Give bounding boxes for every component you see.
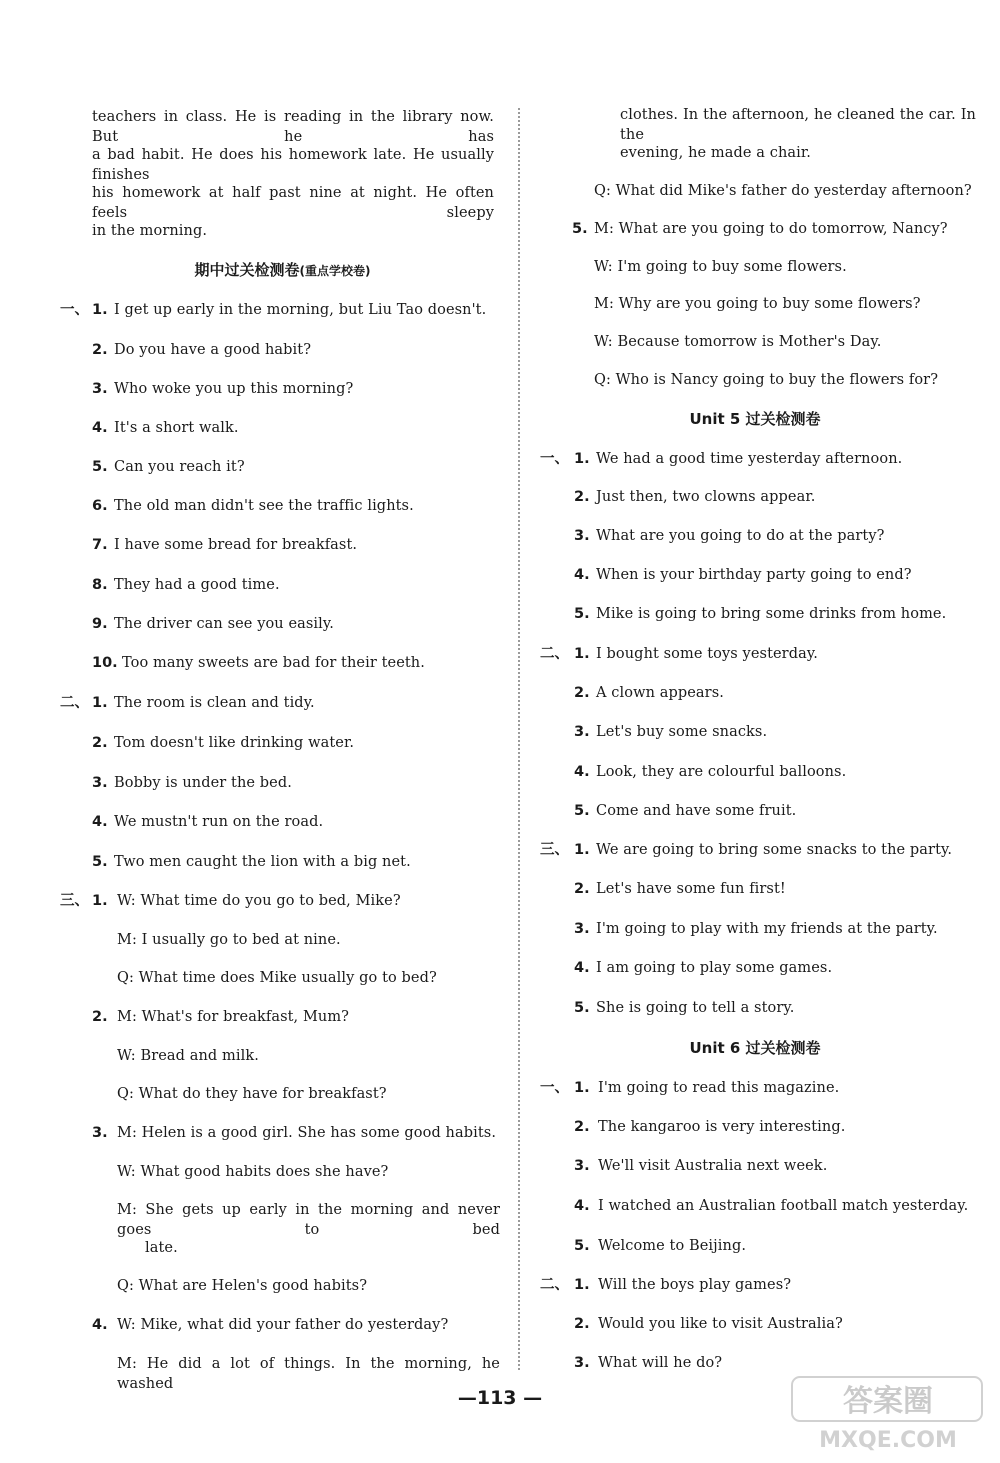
item-number: 3. xyxy=(92,775,108,791)
item-text: She is going to tell a story. xyxy=(596,1000,795,1016)
item-number: 5. xyxy=(574,606,590,622)
item-text: It's a short walk. xyxy=(114,420,239,436)
midterm-subtitle: (重点学校卷) xyxy=(299,264,371,278)
item-text: I watched an Australian football match yesterday. xyxy=(598,1198,969,1214)
section-label: 三、 xyxy=(60,893,89,909)
section-label: 二、 xyxy=(540,646,569,662)
item-number: 5. xyxy=(574,803,590,819)
item-number: 4. xyxy=(574,567,590,583)
item-number: 2. xyxy=(574,489,590,505)
item-text: The room is clean and tidy. xyxy=(114,695,315,711)
dialogue-line: M: What's for breakfast, Mum? xyxy=(117,1009,350,1025)
item-number: 3. xyxy=(574,724,590,740)
item-text: The old man didn't see the traffic lights. xyxy=(114,498,414,514)
item-text: We are going to bring some snacks to the party. xyxy=(596,842,953,858)
item-number: 2. xyxy=(574,685,590,701)
item-number: 5. xyxy=(92,854,108,870)
intro-line: his homework at half past nine at night. He often feels sleepy xyxy=(92,185,494,221)
item-text: I'm going to read this magazine. xyxy=(598,1080,840,1096)
item-text: Can you reach it? xyxy=(114,459,245,475)
item-text: What will he do? xyxy=(598,1355,723,1371)
section-label: 二、 xyxy=(540,1277,569,1293)
item-number: 4. xyxy=(92,814,108,830)
dialogue-line: W: What good habits does she have? xyxy=(117,1164,389,1180)
item-number: 6. xyxy=(92,498,108,514)
item-text: Come and have some fruit. xyxy=(596,803,797,819)
item-text: Do you have a good habit? xyxy=(114,342,312,358)
item-text: Will the boys play games? xyxy=(598,1277,792,1293)
unit5-heading: Unit 5 过关检测卷 xyxy=(689,410,821,428)
item-number: 3. xyxy=(92,1125,108,1141)
section-label: 三、 xyxy=(540,842,569,858)
section-label: 一、 xyxy=(540,451,569,467)
column-divider xyxy=(518,108,520,1370)
dialogue-line: evening, he made a chair. xyxy=(620,145,812,161)
item-number: 4. xyxy=(92,1317,108,1333)
item-number: 4. xyxy=(574,764,590,780)
item-text: I get up early in the morning, but Liu Tao doesn't. xyxy=(114,302,487,318)
item-text: Let's have some fun first! xyxy=(596,881,786,897)
item-number: 4. xyxy=(574,960,590,976)
dialogue-line: M: What are you going to do tomorrow, Nancy? xyxy=(594,221,948,237)
item-number: 10. xyxy=(92,655,118,671)
item-number: 5. xyxy=(574,1000,590,1016)
item-number: 1. xyxy=(574,1277,590,1293)
intro-line: a bad habit. He does his homework late. He usually finishes xyxy=(92,147,494,183)
item-text: The driver can see you easily. xyxy=(114,616,334,632)
item-number: 2. xyxy=(92,735,108,751)
dialogue-line: Q: What are Helen's good habits? xyxy=(117,1278,368,1294)
midterm-heading xyxy=(60,260,505,281)
page-number: —113 — xyxy=(457,1387,543,1409)
item-text: Look, they are colourful balloons. xyxy=(596,764,847,780)
item-text: We'll visit Australia next week. xyxy=(598,1158,828,1174)
watermark-top: 答案圈 xyxy=(843,1384,933,1419)
dialogue-line: Q: What do they have for breakfast? xyxy=(117,1086,387,1102)
intro-line: teachers in class. He is reading in the library now. But he has xyxy=(92,109,494,145)
item-number: 1. xyxy=(92,695,108,711)
item-text: Two men caught the lion with a big net. xyxy=(114,854,411,870)
item-text: When is your birthday party going to end? xyxy=(596,567,912,583)
item-number: 1. xyxy=(574,646,590,662)
item-number: 5. xyxy=(572,221,588,237)
item-text: We had a good time yesterday afternoon. xyxy=(596,451,903,467)
item-text: A clown appears. xyxy=(596,685,724,701)
item-text: The kangaroo is very interesting. xyxy=(598,1119,846,1135)
item-number: 2. xyxy=(92,342,108,358)
item-number: 1. xyxy=(574,842,590,858)
item-number: 3. xyxy=(574,1158,590,1174)
dialogue-line: late. xyxy=(145,1240,178,1256)
item-text: Too many sweets are bad for their teeth. xyxy=(122,655,425,671)
dialogue-line: M: Why are you going to buy some flowers? xyxy=(594,296,921,312)
item-text: Mike is going to bring some drinks from home. xyxy=(596,606,947,622)
item-number: 1. xyxy=(574,1080,590,1096)
dialogue-line: W: Mike, what did your father do yesterday? xyxy=(117,1317,449,1333)
item-number: 7. xyxy=(92,537,108,553)
item-number: 4. xyxy=(574,1198,590,1214)
item-text: We mustn't run on the road. xyxy=(114,814,324,830)
watermark-logo xyxy=(788,1373,988,1455)
item-text: I bought some toys yesterday. xyxy=(596,646,818,662)
item-number: 3. xyxy=(92,381,108,397)
dialogue-line: M: I usually go to bed at nine. xyxy=(117,932,341,948)
dialogue-line: M: She gets up early in the morning and never goes to bed xyxy=(117,1202,500,1238)
item-number: 2. xyxy=(574,1119,590,1135)
dialogue-line: W: What time do you go to bed, Mike? xyxy=(117,893,401,909)
dialogue-line: W: I'm going to buy some flowers. xyxy=(594,259,847,275)
item-text: I am going to play some games. xyxy=(596,960,833,976)
item-text: What are you going to do at the party? xyxy=(596,528,885,544)
item-text: Who woke you up this morning? xyxy=(114,381,354,397)
item-number: 5. xyxy=(92,459,108,475)
item-text: Let's buy some snacks. xyxy=(596,724,768,740)
item-number: 4. xyxy=(92,420,108,436)
item-number: 3. xyxy=(574,921,590,937)
dialogue-line: clothes. In the afternoon, he cleaned the car. In the xyxy=(620,107,976,143)
intro-line: in the morning. xyxy=(92,223,208,239)
dialogue-line: Q: Who is Nancy going to buy the flowers for? xyxy=(594,372,939,388)
item-text: I'm going to play with my friends at the party. xyxy=(596,921,938,937)
item-text: Just then, two clowns appear. xyxy=(596,489,816,505)
item-number: 3. xyxy=(574,528,590,544)
dialogue-line: M: He did a lot of things. In the morning, he washed xyxy=(117,1356,500,1392)
item-number: 1. xyxy=(92,302,108,318)
dialogue-line: M: Helen is a good girl. She has some good habits. xyxy=(117,1125,497,1141)
watermark-bottom: MXQE.COM xyxy=(819,1428,957,1453)
item-number: 3. xyxy=(574,1355,590,1371)
dialogue-line: Q: What time does Mike usually go to bed? xyxy=(117,970,437,986)
item-text: They had a good time. xyxy=(114,577,280,593)
section-label: 一、 xyxy=(60,302,89,318)
item-text: Welcome to Beijing. xyxy=(598,1238,747,1254)
item-number: 2. xyxy=(574,1316,590,1332)
item-number: 5. xyxy=(574,1238,590,1254)
dialogue-line: Q: What did Mike's father do yesterday afternoon? xyxy=(594,183,972,199)
item-number: 1. xyxy=(92,893,108,909)
item-number: 2. xyxy=(92,1009,108,1025)
item-number: 2. xyxy=(574,881,590,897)
item-number: 1. xyxy=(574,451,590,467)
item-text: Bobby is under the bed. xyxy=(114,775,292,791)
section-label: 二、 xyxy=(60,695,89,711)
item-number: 9. xyxy=(92,616,108,632)
midterm-title: 期中过关检测卷 xyxy=(194,261,300,279)
dialogue-line: W: Bread and milk. xyxy=(117,1048,259,1064)
item-text: Would you like to visit Australia? xyxy=(598,1316,843,1332)
item-text: Tom doesn't like drinking water. xyxy=(114,735,355,751)
item-text: I have some bread for breakfast. xyxy=(114,537,358,553)
section-label: 一、 xyxy=(540,1080,569,1096)
unit6-heading: Unit 6 过关检测卷 xyxy=(689,1039,821,1057)
item-number: 8. xyxy=(92,577,108,593)
dialogue-line: W: Because tomorrow is Mother's Day. xyxy=(594,334,882,350)
